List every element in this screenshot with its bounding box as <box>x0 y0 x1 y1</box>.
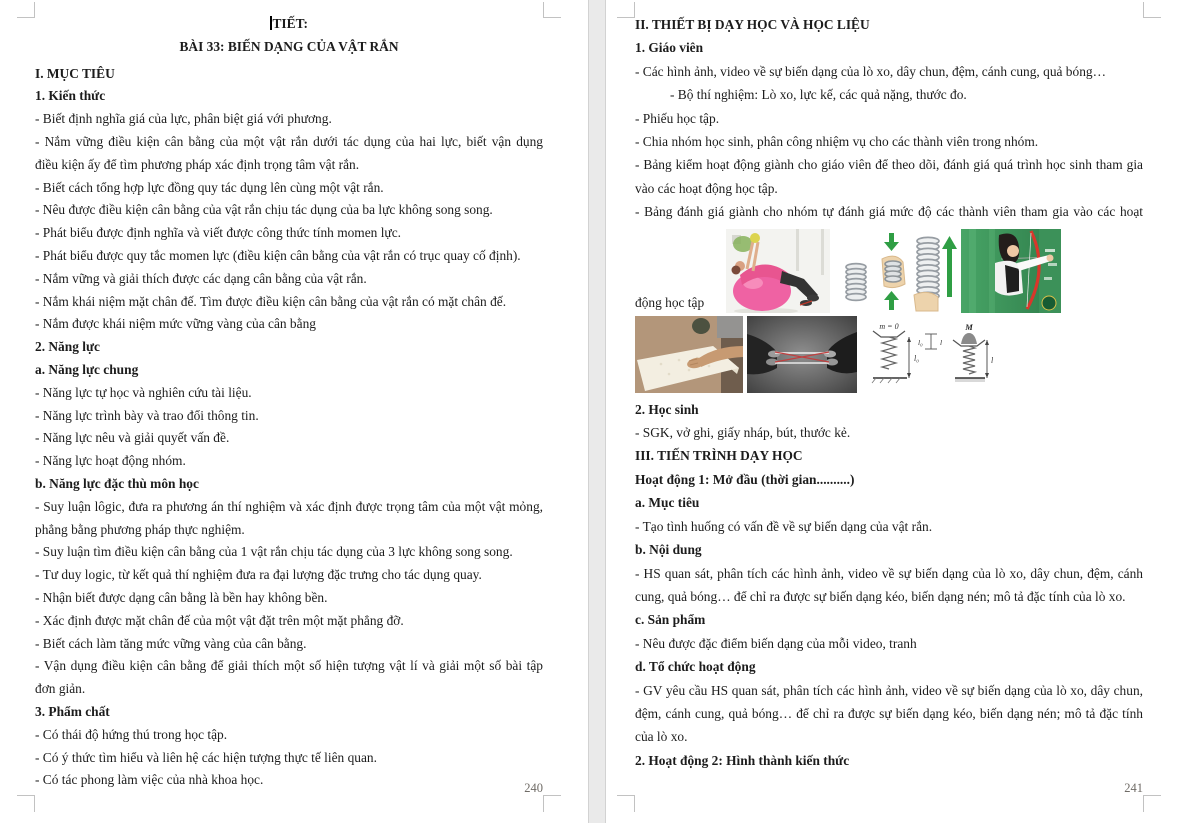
inline-image-row-2 <box>635 316 1143 393</box>
doc-line: - Xác định được mặt chân đế của một vật đặt trên một mặt phẳng đỡ. <box>35 612 404 628</box>
doc-line: của lò xo. <box>635 729 688 745</box>
doc-line: - Nhận biết được dạng cân bằng là bền hay không bền. <box>35 589 328 605</box>
doc-line: - Tư duy logic, từ kết quả thí nghiệm đưa ra đại lượng đặc trưng cho tác dụng quay. <box>35 567 482 583</box>
doc-line: cung, quả bóng… để chỉ ra được sự biến dạng kéo, biến dạng nén; mô tả đặc tính của lò xo. <box>635 588 1126 604</box>
lesson-title: BÀI 33: BIẾN DẠNG CỦA VẬT RẮN <box>179 38 399 54</box>
svg-text:l₀: l₀ <box>918 337 923 347</box>
crop-mark-bottom-right <box>543 795 561 812</box>
doc-line: - Bảng đánh giá giành cho nhóm tự đánh giá mức độ các thành viên tham gia vào các hoạt <box>635 204 1143 220</box>
doc-line: - Tạo tình huống có vấn đề về sự biến dạng của vật rắn. <box>635 518 933 534</box>
left-page-content <box>35 13 543 792</box>
doc-line: phẳng bằng phương pháp thực nghiệm. <box>35 521 245 537</box>
text-cursor <box>270 16 272 30</box>
doc-line: 2. Học sinh <box>635 401 699 417</box>
photo-archery <box>961 229 1061 313</box>
doc-line: b. Năng lực đặc thù môn học <box>35 475 199 491</box>
doc-line: - Biết cách tổng hợp lực đồng quy tác dụng lên cùng một vật rắn. <box>35 179 384 195</box>
doc-line: điều kiện ấy để tìm phương pháp xác định trọng tâm vật rắn. <box>35 156 360 172</box>
svg-text:M: M <box>965 321 973 332</box>
doc-line: I. MỤC TIÊU <box>35 65 115 81</box>
doc-line: - Phiếu học tập. <box>635 110 720 126</box>
doc-line: - Năng lực tự học và nghiên cứu tài liệu. <box>35 384 252 400</box>
doc-line: - Các hình ảnh, video về sự biến dạng của lò xo, dây chun, đệm, cánh cung, quả bóng… <box>635 63 1106 79</box>
doc-line: - SGK, vở ghi, giấy nháp, bút, thước kẻ. <box>635 425 851 441</box>
page-number-left: 240 <box>524 781 543 795</box>
inline-image-row-1 <box>635 225 1143 313</box>
svg-text:l: l <box>991 355 994 365</box>
doc-line: - Năng lực hoạt động nhóm. <box>35 453 186 469</box>
page-gap <box>588 0 606 823</box>
svg-text:l₀: l₀ <box>914 353 920 363</box>
photo-mattress-press <box>635 316 743 393</box>
doc-line: - Bộ thí nghiệm: Lò xo, lực kế, các quả nặng, thước đo. <box>670 87 967 103</box>
doc-line: - Bảng kiểm hoạt động giành cho giáo viên để theo dõi, đánh giá quá trình học sinh tham gia <box>635 157 1143 173</box>
doc-line: - Phát biểu được quy tắc momen lực (điều kiện cân bằng của vật rắn có trục quay cố định). <box>35 247 521 263</box>
crop-mark-bottom-left <box>17 795 35 812</box>
doc-line: - Nắm khái niệm mặt chân đế. Tìm được điều kiện cân bằng của vật rắn có mặt chân đế. <box>35 293 507 309</box>
doc-line: - Nêu được điều kiện cân bằng của vật rắn chịu tác dụng của ba lực không song song. <box>35 202 493 218</box>
doc-line: - Nêu được đặc điểm biến dạng của mỗi video, tranh <box>635 635 917 651</box>
page-left <box>0 0 588 823</box>
illustration-spring-forces <box>838 229 958 313</box>
page-right <box>606 0 1181 823</box>
doc-line: 3. Phẩm chất <box>35 703 110 719</box>
crop-mark-top-right <box>1143 2 1161 18</box>
doc-line: - Suy luận lôgic, đưa ra phương án thí nghiệm và xác định được trọng tâm của một vật mỏng, <box>35 498 543 514</box>
doc-line: đơn giản. <box>35 681 86 697</box>
photo-elastic-band <box>747 316 857 393</box>
doc-line: vào các hoạt động học tập. <box>635 180 778 196</box>
doc-line: - Có thái độ hứng thú trong học tập. <box>35 726 228 742</box>
crop-mark-bottom-left <box>617 795 635 812</box>
doc-line: 1. Giáo viên <box>635 40 704 56</box>
photo-exercise-ball <box>726 229 830 313</box>
doc-line: - Nắm được khái niệm mức vững vàng của cân bằng <box>35 316 316 332</box>
page-number-right: 241 <box>1124 781 1143 795</box>
doc-line-tiet: TIẾT: <box>35 13 543 36</box>
doc-line: c. Sản phẩm <box>635 612 706 628</box>
doc-line: - Vận dụng điều kiện cân bằng để giải thích một số hiện tượng vật lí và giải một số bài tập <box>35 658 543 674</box>
doc-line: - Nắm vững điều kiện cân bằng của một vật rắn dưới tác dụng của hai lực, biết vận dụng <box>35 133 543 149</box>
doc-line: - Có tác phong làm việc của nhà khoa học. <box>35 772 264 788</box>
doc-line: - GV yêu cầu HS quan sát, phân tích các hình ảnh, video về sự biến dạng của lò xo, dây chun, <box>635 682 1143 698</box>
doc-line: - Phát biểu được định nghĩa và viết được công thức tính momen lực. <box>35 225 401 241</box>
right-page-content <box>635 13 1143 772</box>
doc-line: d. Tổ chức hoạt động <box>635 659 756 675</box>
doc-line: III. TIẾN TRÌNH DẠY HỌC <box>635 448 803 464</box>
doc-line: a. Mục tiêu <box>635 495 700 511</box>
doc-line: 2. Năng lực <box>35 339 100 355</box>
doc-line: - Năng lực nêu và giải quyết vấn đề. <box>35 430 230 446</box>
crop-mark-top-left <box>17 2 35 18</box>
diagram-spring-extension <box>861 320 999 393</box>
svg-text:l: l <box>940 337 943 347</box>
doc-line: 2. Hoạt động 2: Hình thành kiến thức <box>635 752 850 768</box>
doc-line: Hoạt động 1: Mở đầu (thời gian..........) <box>635 471 855 487</box>
doc-line: - Biết cách làm tăng mức vững vàng của cân bằng. <box>35 635 307 651</box>
doc-line: đệm, cánh cung, quả bóng… để chỉ ra được sự biến dạng kéo, biến dạng nén; mô tả đặc tính <box>635 705 1143 721</box>
crop-mark-top-left <box>617 2 635 18</box>
svg-text:m = 0: m = 0 <box>879 321 899 331</box>
doc-line: - Nắm vững và giải thích được các dạng cân bằng của vật rắn. <box>35 270 367 286</box>
doc-line: động học tập <box>635 294 705 310</box>
crop-mark-bottom-right <box>1143 795 1161 812</box>
doc-line: a. Năng lực chung <box>35 361 139 377</box>
doc-line: b. Nội dung <box>635 542 702 558</box>
doc-line: - Năng lực trình bày và trao đổi thông tin. <box>35 407 259 423</box>
doc-line: - Có ý thức tìm hiểu và liên hệ các hiện tượng thực tế liên quan. <box>35 749 377 765</box>
crop-mark-top-right <box>543 2 561 18</box>
doc-line: - Suy luận tìm điều kiện cân bằng của 1 vật rắn chịu tác dụng của 3 lực không song song. <box>35 544 513 560</box>
doc-line: II. THIẾT BỊ DẠY HỌC VÀ HỌC LIỆU <box>635 17 870 32</box>
doc-line: - HS quan sát, phân tích các hình ảnh, video về sự biến dạng của lò xo, dây chun, đệm, cánh <box>635 565 1143 581</box>
doc-line: 1. Kiến thức <box>35 88 106 104</box>
doc-line: - Biết định nghĩa giá của lực, phân biệt giá với phương. <box>35 111 332 127</box>
doc-line: - Chia nhóm học sinh, phân công nhiệm vụ cho các thành viên trong nhóm. <box>635 134 1039 150</box>
